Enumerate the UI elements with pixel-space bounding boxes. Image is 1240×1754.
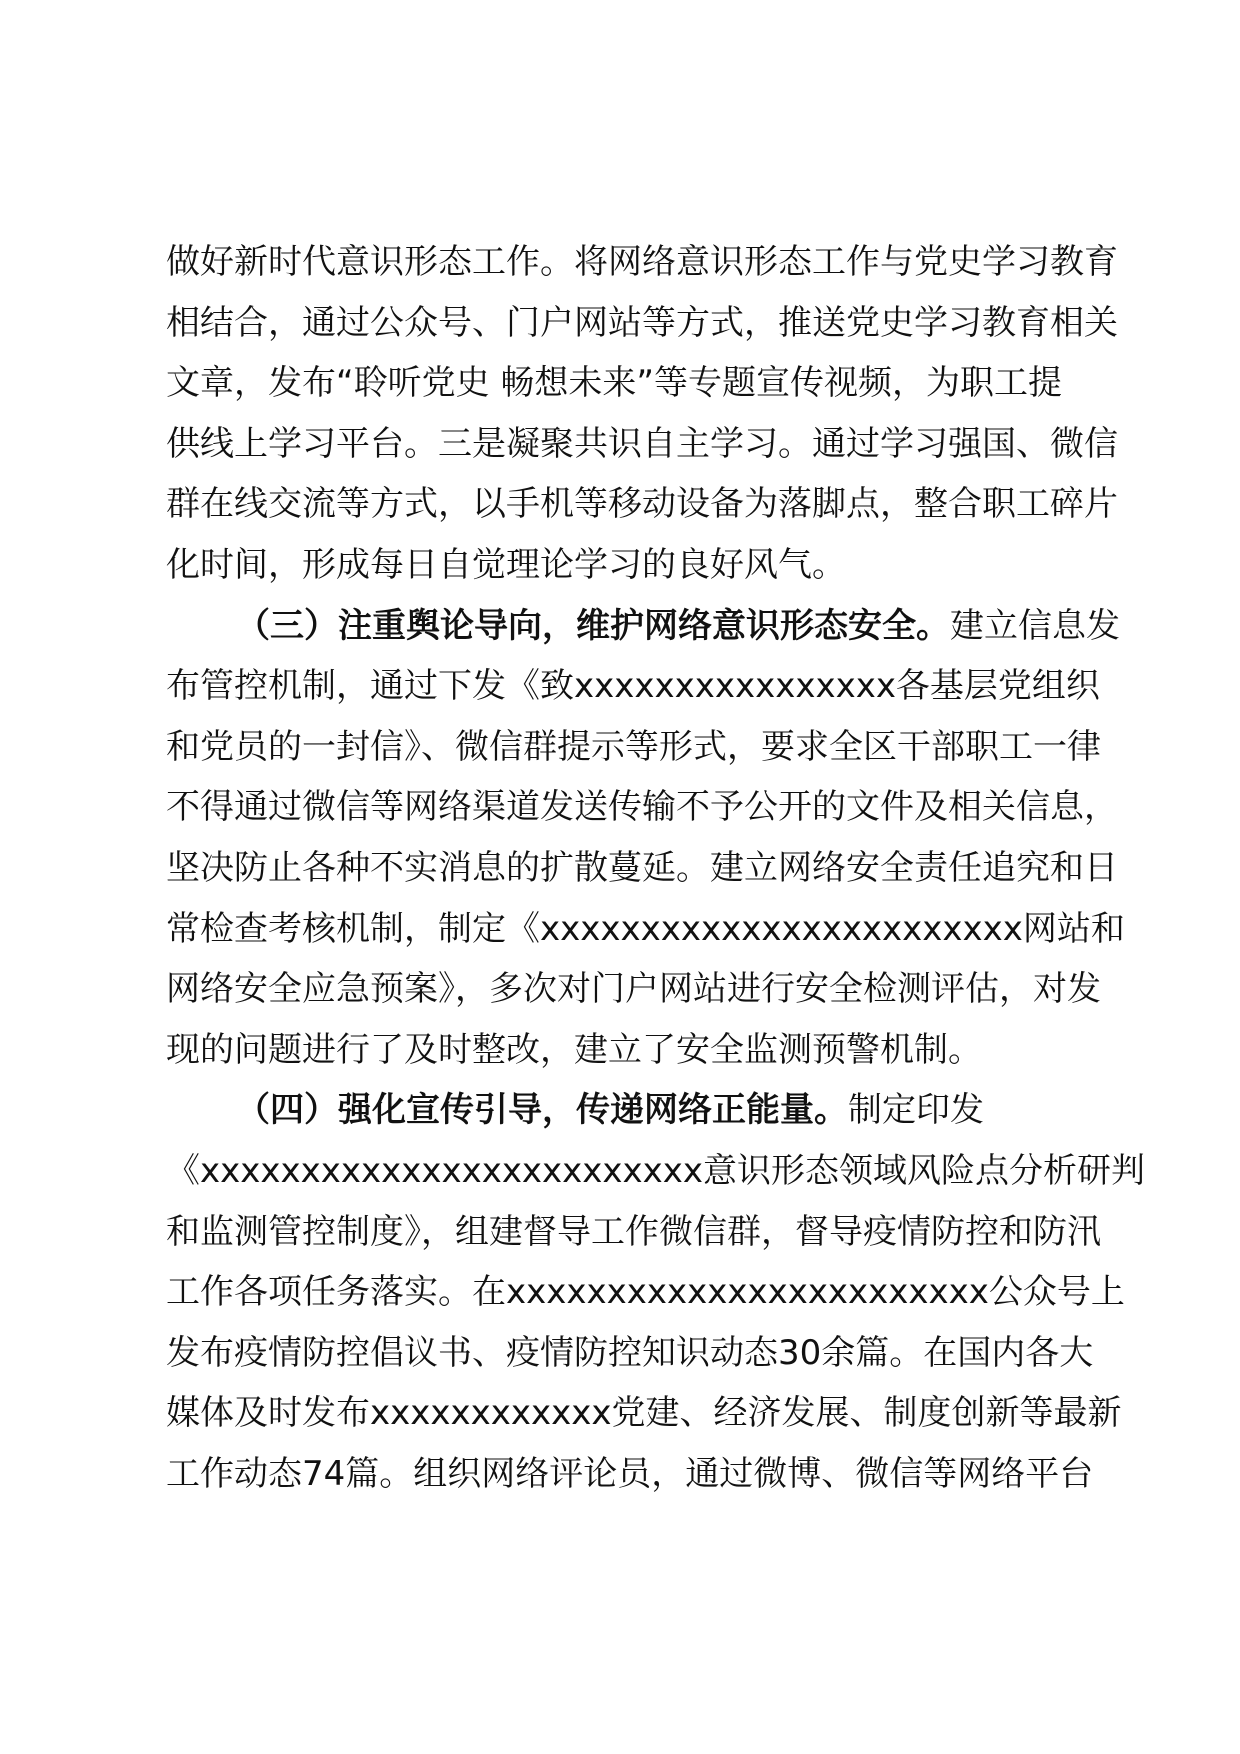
text-line: 媒体及时发布xxxxxxxxxxxx党建、经济发展、制度创新等最新: [166, 1393, 1122, 1434]
text-line: 发布疫情防控倡议书、疫情防控知识动态30余篇。在国内各大: [166, 1332, 1094, 1373]
text-line: 常检查考核机制，制定《xxxxxxxxxxxxxxxxxxxxxxxx网站和: [166, 908, 1125, 949]
text-line: 网络安全应急预案》，多次对门户网站进行安全检测评估，对发: [166, 969, 1101, 1010]
text-line: 工作动态74篇。组织网络评论员，通过微博、微信等网络平台: [166, 1453, 1094, 1494]
section-3-first-line: [166, 596, 1120, 657]
text-line: 化时间，形成每日自觉理论学习的良好风气。: [166, 544, 846, 585]
text-line: 布管控机制，通过下发《致xxxxxxxxxxxxxxxx各基层党组织: [166, 666, 1100, 707]
text-line: 供线上学习平台。三是凝聚共识自主学习。通过学习强国、微信: [166, 423, 1118, 464]
document-body: [166, 232, 1146, 1504]
section-4-first-line: [166, 1080, 1096, 1141]
text-line: 现的问题进行了及时整改，建立了安全监测预警机制。: [166, 1029, 982, 1070]
text-span: 建立信息发: [950, 605, 1120, 646]
text-line: 相结合，通过公众号、门户网站等方式，推送党史学习教育相关: [166, 302, 1118, 343]
text-line: 和党员的一封信》、微信群提示等形式，要求全区干部职工一律: [166, 726, 1101, 767]
text-line: 工作各项任务落实。在xxxxxxxxxxxxxxxxxxxxxxxx公众号上: [166, 1272, 1125, 1313]
section-heading-3: （三）注重舆论导向，维护网络意识形态安全。: [236, 605, 950, 646]
section-heading-4: （四）强化宣传引导，传递网络正能量。: [236, 1090, 848, 1131]
text-line: 群在线交流等方式，以手机等移动设备为落脚点，整合职工碎片: [166, 484, 1118, 525]
text-span: 制定印发: [848, 1090, 984, 1131]
text-line: 文章，发布“聆听党史 畅想未来”等专题宣传视频，为职工提: [166, 363, 1063, 404]
text-line: 坚决防止各种不实消息的扩散蔓延。建立网络安全责任追究和日: [166, 847, 1118, 888]
text-line: 和监测管控制度》，组建督导工作微信群，督导疫情防控和防汛: [166, 1211, 1101, 1252]
text-line: 做好新时代意识形态工作。将网络意识形态工作与党史学习教育: [166, 242, 1118, 282]
text-line: 不得通过微信等网络渠道发送传输不予公开的文件及相关信息，: [166, 787, 1118, 828]
text-line: 《xxxxxxxxxxxxxxxxxxxxxxxxx意识形态领域风险点分析研判: [166, 1150, 1146, 1191]
